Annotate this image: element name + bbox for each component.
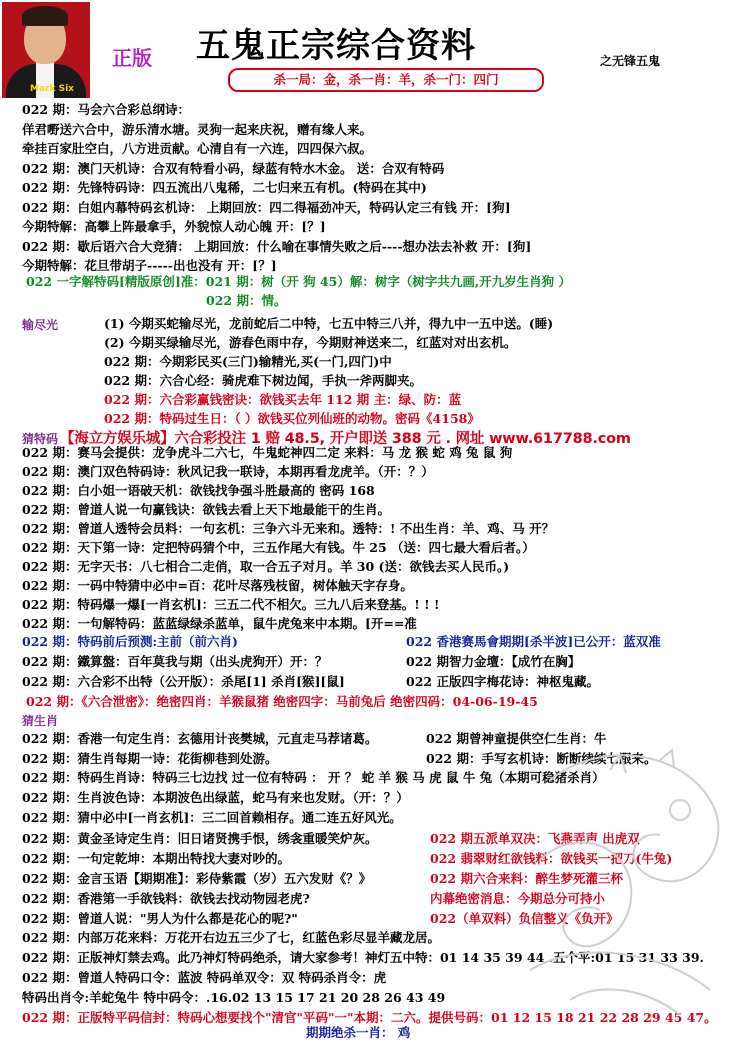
list-item-right: 022 期五派单双决：飞燕弄声 出虎双 (430, 831, 640, 846)
list-item: 022 期：白小姐一语破天机：欲钱找争强斗胜最高的 密码 168 (22, 483, 375, 498)
avatar-hair (22, 6, 68, 26)
list-item-left: 022 期：香港第一手欲钱料：欲钱去找动物园老虎? (22, 891, 310, 906)
list-item-left: 022 期：六合彩不出特（公开版）：杀尾[1] 杀肖[猴][鼠] (22, 674, 345, 689)
avatar (2, 2, 90, 98)
list-item-right: 022 香港赛馬會期期[杀半波]已公开：蓝双准 (406, 634, 661, 649)
list-item: 022 期：一句解特码：蓝蓝绿绿杀蓝单，鼠牛虎兔来中本期。[开==准 (22, 616, 417, 631)
ad-banner[interactable]: 【海立方娱乐城】六合彩投注 1 赔 48.5, 开户即送 388 元 . 网址 www.617788.com (60, 431, 631, 447)
ad-label: 猜特码 (22, 432, 59, 446)
list-item-right: 022 期六合来料：醉生梦死灌三杯 (430, 871, 623, 886)
list-item: 022 期：生肖波色诗：本期波色出绿蓝，蛇马有来也发财。（开：？） (22, 790, 409, 805)
list-item: 022 期：赛马会提供：龙争虎斗二六七，牛鬼蛇神四二定 来料：马 龙 猴 蛇 鸡 兔 鼠 狗 (22, 445, 513, 460)
list-item-right: 022 期：手写玄机诗：断断续续七跟来。 (426, 751, 657, 766)
list-item: 022 期：一码中特猜中必中=百：花叶尽落残枝留，树体触天字存身。 (22, 578, 413, 593)
list-item: 022 期：曾道人说一句赢钱诀：欲钱去看上天下地最能干的生肖。 (22, 502, 390, 517)
list-item-left: 022 期：猜生肖每期一诗：花街柳巷到处游。 (22, 751, 278, 766)
list-item: 022 期：特码生肖诗：特码三七边找 过一位有特码 ： 开 ？ 蛇 羊 猴 马 虎 鼠 牛 兔（本期可稳猪杀肖） (22, 770, 605, 785)
list-item: 022 期：猜中必中[一肖玄机]：三二回首赖相存。通二连五好风光。 (22, 810, 402, 825)
list-item: 022 期：内部万花来料：万花开右边五三少了七，红蓝色彩尽显羊藏龙居。 (22, 930, 440, 945)
list-item: 022 期：马会六合彩总纲诗： (22, 102, 190, 117)
list-item-right: 022 期曾神童提供空仁生肖：牛 (426, 731, 607, 746)
list-item: 022 期：特码爆一爆[一肖玄机]：三五二代不相欠。三九八后来登基。! ! ! (22, 597, 440, 612)
list-item-right: 内幕绝密消息：今期总分可持小 (430, 891, 606, 906)
list-item-left: 022 期：特码前后预测:主前（前六肖) (22, 634, 238, 649)
page-title: 五鬼正宗综合资料 (196, 26, 476, 66)
list-item: (2) 今期买绿输尽光，游春色雨中存，今期财神送来二，红蓝对对出玄机。 (104, 335, 517, 350)
list-item: 022 期：澳门双色特码诗：秋风记我一联诗，本期再看龙虎羊。（开：？） (22, 464, 434, 479)
list-item-left: 022 期：鐵算盤：百年莫我与期（出头虎狗开）开：？ (22, 654, 328, 669)
avatar-caption: Mark Six (30, 84, 74, 94)
list-item: 022 期：先锋特码诗：四五流出八鬼稀，二七归来五有机。(特码在其中) (22, 180, 427, 195)
shuzhuang-label: 输尽光 (22, 318, 59, 332)
author-label: 之无锋五鬼 (600, 54, 661, 68)
list-item: 022 期：六合彩赢钱密诀：欲钱买去年 112 期 主：绿、防：蓝 (104, 392, 462, 407)
list-item-right: 022（单双料）负信整义《负开》 (430, 911, 619, 926)
list-item: 牵挂百家肚空白，八方进贡献。心清自有一六连，四四保六叔。 (22, 141, 373, 156)
list-item-right: 022 翡翠财红欲钱料：欲钱买一把刀(牛兔) (430, 851, 673, 866)
list-item: 022 期：曾道人特码口令：蓝波 特码单双令：双 特码杀肖令：虎 (22, 970, 387, 985)
list-item: (1) 今期买蛇输尽光，龙前蛇后二中特，七五中特三八并，得九中一五中送。(睡) (104, 316, 554, 331)
list-item: 022 期：正版神灯禁去鸡。此乃神灯特码绝杀，请大家参考！神灯五中特：01 14 35 39 44 .五个平:01 15 31 33 39. (22, 950, 704, 965)
list-item-right: 022 期智力金壇：【成竹在胸】 (406, 654, 581, 669)
list-item: 特码出肖令:羊蛇兔牛 特中码令：.16.02 13 15 17 21 20 28 26 43 49 (22, 990, 446, 1005)
footer-line: 期期绝杀一肖： 鸡 (306, 1025, 411, 1040)
list-item: 022 期：正版特平码信封：特码心想要找个"清官"平码"一"本期：二六。提供号码：01 12 15 18 21 22 28 29 45 47。 (22, 1010, 717, 1025)
list-item: 022 期：天下第一诗：定把特码猜个中，三五作尾大有钱。牛 25 （送：四七最大看后者。） (22, 540, 535, 555)
list-item-left: 022 期：一句定乾坤：本期出特找大妻对吵的。 (22, 851, 290, 866)
list-item-left: 022 期：金言玉语【期期准】：彩侍紫霞（岁）五六发财《？》 (22, 871, 372, 886)
list-item-left: 022 期：香港一句定生肖：玄德用计丧樊城，元直走马荐诸葛。 (22, 731, 378, 746)
list-item: 022 期：特码过生日：（ ）欲钱买位列仙班的动物。密码《4158》 (104, 411, 480, 426)
list-item: 022 期：白姐内幕特码玄机诗： 上期回放：四二得福劲冲天，特码认定三有钱 开：[狗] (22, 199, 511, 215)
list-item: 今期特解：花旦带胡子-----出也没有 开：[？] (22, 258, 277, 273)
dragon-watermark (510, 740, 738, 1030)
kill-banner: 杀一局：金，杀一肖：羊，杀一门：四门 (228, 68, 544, 92)
list-item: 佯君嘢送六合中，游乐清水塘。灵狗一起来庆祝，赠有缘人来。 (22, 121, 373, 137)
list-item: 022 期：曾道人透特会员料：一句玄机：三争六斗无来和。透特：! 不出生肖：羊、鸡、马 开？ (22, 521, 555, 536)
list-item-right: 022 正版四字梅花诗：神枢鬼藏。 (406, 674, 599, 689)
brand-label: 正版 (112, 46, 152, 70)
list-item: 022 期：澳门天机诗：合双有特看小码，绿蓝有特水木金。 送：合双有特码 (22, 160, 445, 176)
list-item: 022 期：无字天书：八七相合二走俏，取一合五子对月。羊 30 (送：欲钱去买人民币。) (22, 559, 510, 574)
zi-line-2: 022 期：情。 (206, 293, 287, 308)
list-item-left: 022 期：黄金圣诗定生肖：旧日诸贤携手恨，绣衾重暖笑炉灰。 (22, 831, 378, 846)
list-item: 022 期：歇后语六合大竞猜： 上期回放：什么喻在事情失败之后----想办法去补救 开：[狗] (22, 238, 532, 254)
shengxiao-label: 猜生肖 (22, 714, 59, 728)
list-item: 022 期：今期彩民买(三门)输精光,买(一门,四门)中 (104, 354, 392, 369)
zi-line-1: 022 一字解特码[精版原创]准：021 期：树（开 狗 45）解：树字（树字共九画,开九岁生肖狗 ） (26, 274, 572, 289)
secret-line: 022 期：《六合泄密》：绝密四肖：羊猴鼠猪 绝密四字：马前兔后 绝密四码：04-06-19-45 (26, 694, 538, 709)
list-item: 022 期：六合心经：骑虎难下树边闻，手执一斧两脚夹。 (104, 373, 422, 388)
list-item-left: 022 期：曾道人说："男人为什么都是花心的呢?" (22, 911, 298, 926)
list-item: 今期特解：高攀上阵最拿手，外貌惊人动心魄 开：[？] (22, 219, 326, 234)
